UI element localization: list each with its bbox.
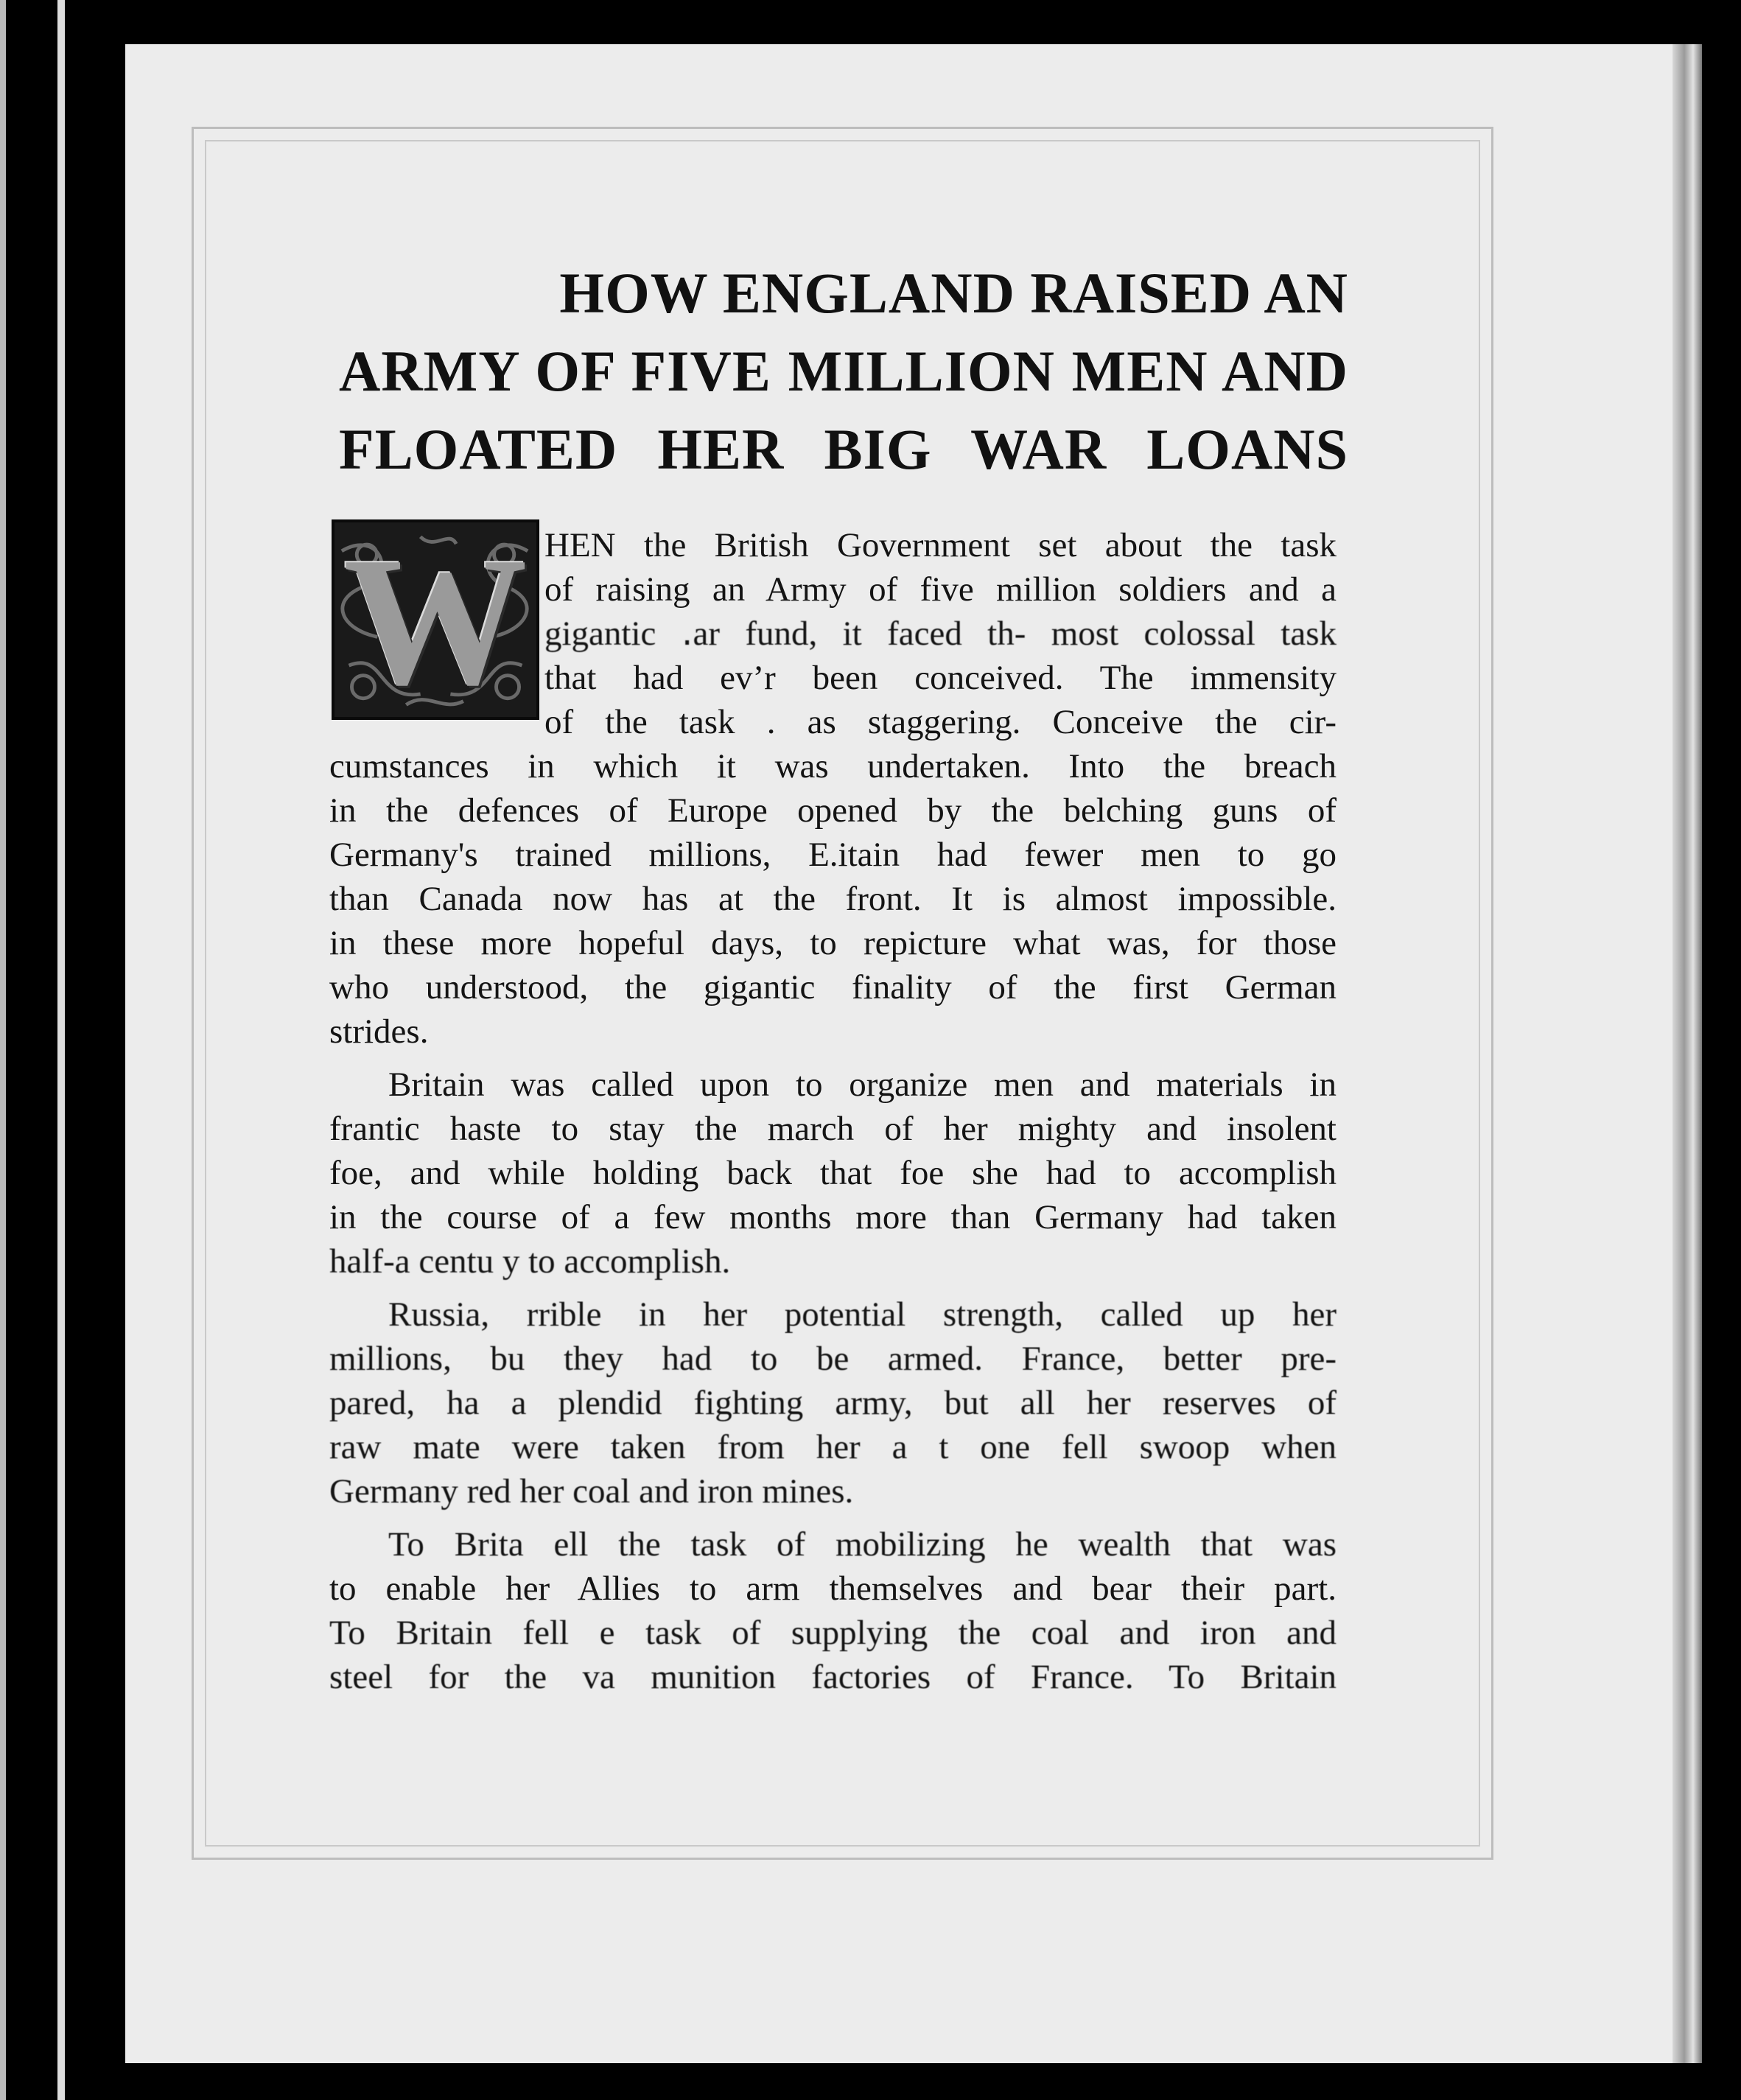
text-line: gigantic ․ar fund, it faced th‐ most colossal task <box>544 615 1337 653</box>
text-line: pared, ha a plendid fighting army, but all her reserves of <box>329 1384 1337 1422</box>
title-line-1: HOW ENGLAND RAISED AN <box>559 261 1348 325</box>
text-line: of raising an Army of five million soldiers and a <box>544 570 1337 609</box>
scan-edge-left <box>0 0 6 2100</box>
page-right-edge <box>1672 44 1702 2063</box>
text-line: strides. <box>329 1012 429 1051</box>
text-line: Germany's trained millions, E.itain had fewer men to go <box>329 836 1337 874</box>
text-line: half-a centu y to accomplish. <box>329 1242 731 1281</box>
paragraph-4 <box>329 1522 1337 1699</box>
text-line: frantic haste to stay the march of her mighty and insolent <box>329 1110 1337 1148</box>
text-line: millions, bu they had to be armed. France, better pre- <box>329 1340 1337 1378</box>
article-title <box>339 254 1348 489</box>
drop-cap-letter: W <box>343 519 528 720</box>
text-line: raw mate were taken from her a t one fell swoop when <box>329 1428 1337 1466</box>
text-line: steel for the va munition factories of France. To Britain <box>329 1658 1337 1696</box>
text-line: of the task . as staggering. Conceive the cir- <box>544 703 1337 741</box>
title-line-3: FLOATED HER BIG WAR LOANS <box>339 417 1348 481</box>
paragraph-3 <box>329 1292 1337 1513</box>
paragraph-2 <box>329 1063 1337 1284</box>
text-line: Britain was called upon to organize men and materials in <box>388 1065 1337 1104</box>
scan-gutter-strip <box>57 0 65 2100</box>
text-line: in these more hopeful days, to repicture what was, for those <box>329 924 1337 962</box>
text-line: HEN the British Government set about the task <box>544 526 1337 564</box>
text-line: than Canada now has at the front. It is almost impossible. <box>329 880 1337 918</box>
text-line: to enable her Allies to arm themselves and bear their part. <box>329 1569 1337 1608</box>
text-line: who understood, the gigantic finality of the first German <box>329 968 1337 1007</box>
article-body <box>329 519 1337 1708</box>
paragraph-1 <box>329 519 1337 1054</box>
text-line: in the defences of Europe opened by the belching guns of <box>329 791 1337 830</box>
text-line: To Britain fell e task of supplying the coal and iron and <box>329 1614 1337 1652</box>
title-line-2: ARMY OF FIVE MILLION MEN AND <box>339 339 1348 403</box>
text-line: that had ev’r been conceived. The immensity <box>544 659 1337 697</box>
text-line: To Brita ell the task of mobilizing he wealth that was <box>388 1525 1337 1564</box>
text-line: Russia, rrible in her potential strength, called up her <box>388 1295 1337 1334</box>
text-line: in the course of a few months more than Germany had taken <box>329 1198 1337 1236</box>
text-line: foe, and while holding back that foe she had to accomplish <box>329 1154 1337 1192</box>
text-line: Germany red her coal and iron mines. <box>329 1472 854 1511</box>
text-line: cumstances in which it was undertaken. Into the breach <box>329 747 1337 785</box>
